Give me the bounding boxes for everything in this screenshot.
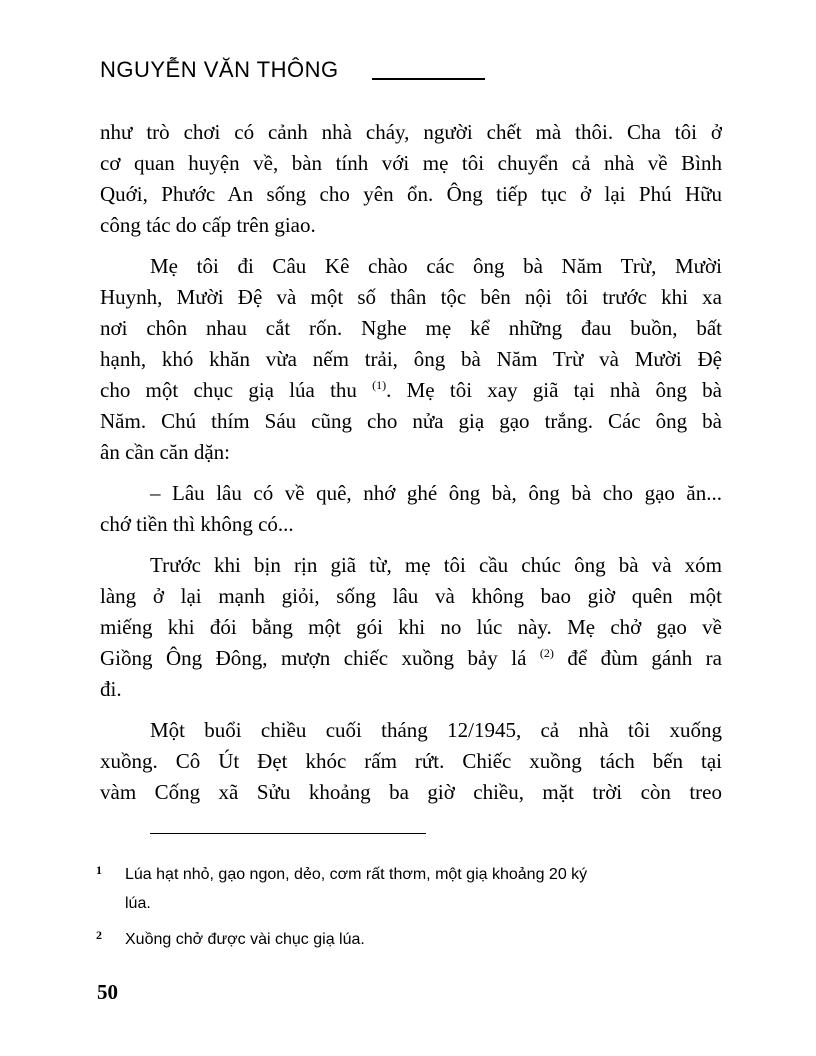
footnote-ref-2: (2) bbox=[539, 646, 554, 660]
text-line bbox=[100, 643, 722, 674]
text-segment: . Mẹ tôi xay giã tại nhà ông bà bbox=[386, 378, 722, 402]
running-header: NGUYỄN VĂN THÔNG bbox=[100, 57, 339, 82]
text-segment: Giồng Ông Đông, mượn chiếc xuồng bảy lá bbox=[100, 646, 540, 670]
footnote-number: 1 bbox=[96, 863, 102, 877]
paragraph-2 bbox=[100, 251, 722, 468]
text-line: vàm Cống xã Sửu khoảng ba giờ chiều, mặt trời còn treo bbox=[100, 780, 722, 804]
text-line: Quới, Phước An sống cho yên ổn. Ông tiếp tục ở lại Phú Hữu bbox=[100, 182, 722, 206]
text-line: Mẹ tôi đi Câu Kê chào các ông bà Năm Trừ, Mười bbox=[150, 254, 722, 278]
text-segment: cho một chục giạ lúa thu bbox=[100, 378, 357, 402]
footnote-2 bbox=[96, 925, 722, 954]
footnote-ref-1: (1) bbox=[372, 378, 387, 392]
text-line: Trước khi bịn rịn giã từ, mẹ tôi cầu chúc ông bà và xóm bbox=[150, 553, 722, 577]
paragraph-1 bbox=[100, 117, 722, 241]
text-line: Huynh, Mười Đệ và một số thân tộc bên nội tôi trước khi xa bbox=[100, 285, 722, 309]
text-line: – Lâu lâu có về quê, nhớ ghé ông bà, ông bà cho gạo ăn... bbox=[150, 481, 722, 505]
text-line: Một buổi chiều cuối tháng 12/1945, cả nhà tôi xuống bbox=[150, 718, 722, 742]
text-line: nơi chôn nhau cắt rốn. Nghe mẹ kể những đau buồn, bất bbox=[100, 316, 722, 340]
body-text bbox=[100, 117, 722, 808]
text-line: Năm. Chú thím Sáu cũng cho nửa giạ gạo trắng. Các ông bà bbox=[100, 409, 722, 433]
footnote-line: Xuồng chở được vài chục giạ lúa. bbox=[125, 931, 365, 948]
paragraph-3-dialogue bbox=[100, 478, 722, 540]
text-segment: để đùm gánh ra bbox=[567, 646, 722, 670]
text-line: chớ tiền thì không có... bbox=[100, 512, 294, 536]
text-line: miếng khi đói bằng một gói khi no lúc này. Mẹ chở gạo về bbox=[100, 615, 722, 639]
footnote-line: Lúa hạt nhỏ, gạo ngon, dẻo, cơm rất thơm, một giạ khoảng 20 ký bbox=[125, 866, 588, 883]
footnote-line: lúa. bbox=[125, 895, 151, 912]
paragraph-4 bbox=[100, 550, 722, 705]
text-line bbox=[100, 375, 722, 406]
text-line: công tác do cấp trên giao. bbox=[100, 213, 316, 237]
footnote-number: 2 bbox=[96, 928, 102, 942]
footnote-1 bbox=[96, 860, 722, 918]
footnote-separator bbox=[150, 833, 426, 834]
text-line: ân cần căn dặn: bbox=[100, 440, 231, 464]
text-line: làng ở lại mạnh giỏi, sống lâu và không bao giờ quên một bbox=[100, 584, 722, 608]
text-line: hạnh, khó khăn vừa nếm trải, ông bà Năm Trừ và Mười Đệ bbox=[100, 347, 722, 371]
text-line: xuồng. Cô Út Đẹt khóc rấm rứt. Chiếc xuồng tách bến tại bbox=[100, 749, 722, 773]
paragraph-5 bbox=[100, 715, 722, 808]
header-rule bbox=[372, 78, 485, 80]
text-line: đi. bbox=[100, 677, 122, 701]
text-line: cơ quan huyện về, bàn tính với mẹ tôi chuyển cả nhà về Bình bbox=[100, 151, 722, 175]
text-line: như trò chơi có cảnh nhà cháy, người chết mà thôi. Cha tôi ở bbox=[100, 120, 722, 144]
page-number: 50 bbox=[97, 980, 118, 1004]
